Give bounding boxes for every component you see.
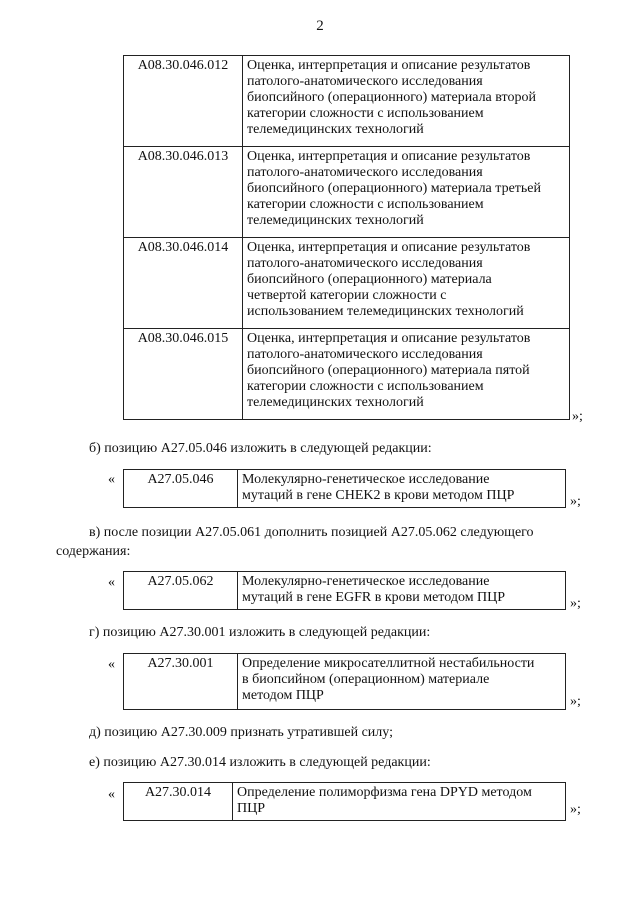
description-line: телемедицинских технологий [247,395,424,410]
description-line: Определение микросателлитной нестабильности [242,656,535,671]
description-line: ПЦР [237,801,266,816]
section-g-table [123,653,566,710]
code-cell: A08.30.046.015 [124,329,243,420]
code-cell: A08.30.046.014 [124,238,243,329]
description-cell [243,147,570,238]
description-line: использованием телемедицинских технологий [247,304,524,319]
description-line: Оценка, интерпретация и описание результатов [247,58,531,73]
description-line: методом ПЦР [242,688,324,703]
code-cell: А27.30.001 [124,654,238,710]
description-line: мутаций в гене EGFR в крови методом ПЦР [242,590,506,605]
table-row [124,572,566,610]
description-line: четвертой категории сложности с [247,288,447,303]
description-cell [238,654,566,710]
description-line: биопсийного (операционного) материала третьей [247,181,541,196]
description-line: патолого-анатомического исследования [247,74,483,89]
description-line: телемедицинских технологий [247,213,424,228]
description-line: в биопсийном (операционном) материале [242,672,490,687]
description-line: патолого-анатомического исследования [247,165,483,180]
opening-quote: « [108,472,115,487]
closing-quote: »; [572,409,583,424]
table-row [124,654,566,710]
description-line: биопсийного (операционного) материала второй [247,90,536,105]
section-e-table [123,782,566,821]
closing-quote: »; [570,802,581,817]
description-line: Молекулярно-генетическое исследование [242,574,490,589]
code-cell: A08.30.046.012 [124,56,243,147]
closing-quote: »; [570,494,581,509]
opening-quote: « [108,657,115,672]
code-cell: А27.05.046 [124,470,238,508]
code-cell: А27.05.062 [124,572,238,610]
description-line: патолого-анатомического исследования [247,347,483,362]
section-b-table [123,469,566,508]
description-line: биопсийного (операционного) материала пятой [247,363,530,378]
section-e-intro: е) позицию А27.30.014 изложить в следующей редакции: [89,755,431,770]
opening-quote: « [108,575,115,590]
description-line: категории сложности с использованием [247,197,484,212]
table-row [124,470,566,508]
table-row [124,238,570,329]
table-row [124,147,570,238]
code-cell: A08.30.046.013 [124,147,243,238]
table-row [124,56,570,147]
page-number: 2 [316,18,324,34]
description-cell [238,470,566,508]
description-line: телемедицинских технологий [247,122,424,137]
description-line: патолого-анатомического исследования [247,256,483,271]
description-cell [233,783,566,821]
description-line: Оценка, интерпретация и описание результатов [247,240,531,255]
section-v-intro-line1: в) после позиции А27.05.061 дополнить позицией А27.05.062 следующего [89,525,534,540]
section-v-intro-line2: содержания: [56,544,131,559]
description-line: Определение полиморфизма гена DPYD методом [237,785,532,800]
section-d-intro: д) позицию А27.30.009 признать утратившей силу; [89,725,393,740]
description-line: категории сложности с использованием [247,106,484,121]
closing-quote: »; [570,694,581,709]
description-line: биопсийного (операционного) материала [247,272,492,287]
opening-quote: « [108,787,115,802]
description-line: мутаций в гене CHEK2 в крови методом ПЦР [242,488,515,503]
description-line: Оценка, интерпретация и описание результатов [247,149,531,164]
description-cell [243,56,570,147]
description-line: категории сложности с использованием [247,379,484,394]
description-cell [238,572,566,610]
description-cell [243,238,570,329]
description-line: Оценка, интерпретация и описание результатов [247,331,531,346]
table-row [124,329,570,420]
description-cell [243,329,570,420]
section-v-table [123,571,566,610]
section-b-intro: б) позицию А27.05.046 изложить в следующей редакции: [89,441,432,456]
table-row [124,783,566,821]
main-codes-table [123,55,570,420]
description-line: Молекулярно-генетическое исследование [242,472,490,487]
code-cell: А27.30.014 [124,783,233,821]
closing-quote: »; [570,596,581,611]
section-g-intro: г) позицию А27.30.001 изложить в следующей редакции: [89,625,431,640]
